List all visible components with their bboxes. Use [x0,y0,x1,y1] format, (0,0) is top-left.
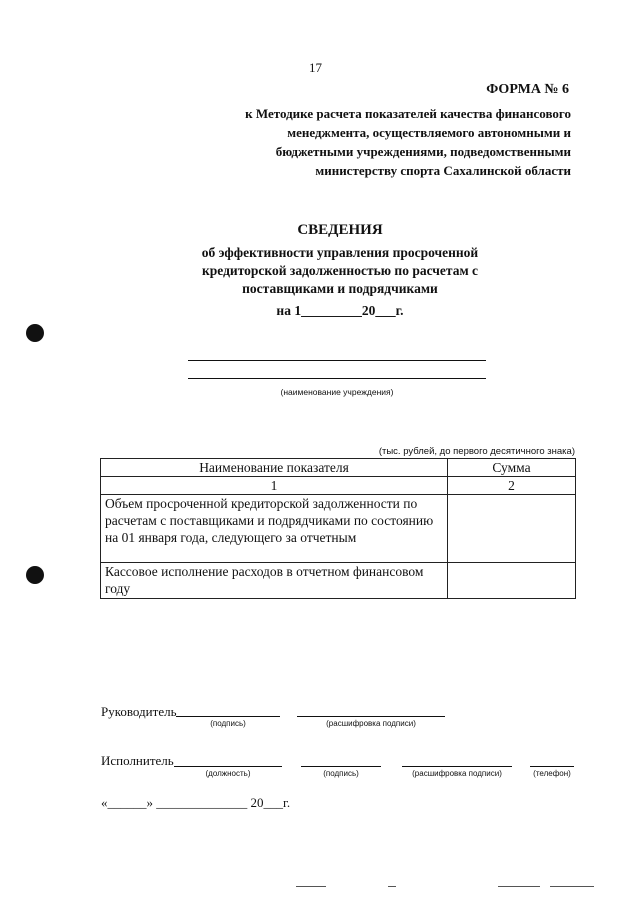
institution-name-line-2[interactable] [188,378,486,379]
institution-name-caption: (наименование учреждения) [280,387,394,397]
table-row [101,495,576,563]
signature-date-line: «______» ______________ 20___г. [101,795,291,810]
indicator-name-cell: Объем просроченной кредиторской задолженности по расчетам с поставщиками и подрядчиками по состоянию на 01 января года, следующего за отчетным [101,495,448,563]
subtitle-line: кредиторской задолженностью по расчетам с [201,263,479,278]
document-subtitle [180,244,500,298]
scan-artifact [550,886,594,887]
scan-artifact [388,886,396,887]
annex-line: к Методике расчета показателей качества финансового [245,106,571,121]
indicator-name-cell: Кассовое исполнение расходов в отчетном финансовом году [101,563,448,599]
head-label: Руководитель [101,704,177,719]
executor-name-caption: (расшифровка подписи) [412,769,502,778]
subtitle-line: поставщиками и подрядчиками [242,281,438,296]
table-column-number-row [101,477,576,495]
institution-name-line-1[interactable] [188,360,486,361]
executor-position-caption: (должность) [205,769,251,778]
executor-position-line[interactable] [174,766,282,767]
header-indicator-name: Наименование показателя [101,459,448,477]
page-number: 17 [309,60,322,75]
header-amount: Сумма [448,459,576,477]
executor-phone-line[interactable] [530,766,574,767]
scan-artifact [296,886,326,887]
column-number: 2 [448,477,576,495]
head-signature-caption: (подпись) [210,719,246,728]
indicators-table [100,458,576,599]
document-title: СВЕДЕНИЯ [297,222,383,238]
head-signature-name-line[interactable] [297,716,445,717]
head-name-caption: (расшифровка подписи) [326,719,416,728]
form-number: ФОРМА № 6 [486,82,569,97]
annex-line: менеджмента, осуществляемого автономными и [287,125,571,140]
units-note: (тыс. рублей, до первого десятичного знака) [378,446,575,457]
table-header-row [101,459,576,477]
report-date-line: на 1_________20___г. [276,303,404,318]
amount-cell[interactable] [448,563,576,599]
punch-hole-bottom [26,566,44,584]
executor-phone-caption: (телефон) [533,769,571,778]
subtitle-line: об эффективности управления просроченной [201,245,479,260]
annex-line: бюджетными учреждениями, подведомственными [275,144,571,159]
executor-signature-caption: (подпись) [323,769,359,778]
annex-reference [151,104,571,180]
annex-line: министерству спорта Сахалинской области [315,163,571,178]
executor-label: Исполнитель [101,753,174,768]
column-number: 1 [101,477,448,495]
head-signature-line[interactable] [176,716,280,717]
punch-hole-top [26,324,44,342]
executor-name-line[interactable] [402,766,512,767]
executor-signature-line[interactable] [301,766,381,767]
scan-artifact [498,886,540,887]
amount-cell[interactable] [448,495,576,563]
table-row [101,563,576,599]
